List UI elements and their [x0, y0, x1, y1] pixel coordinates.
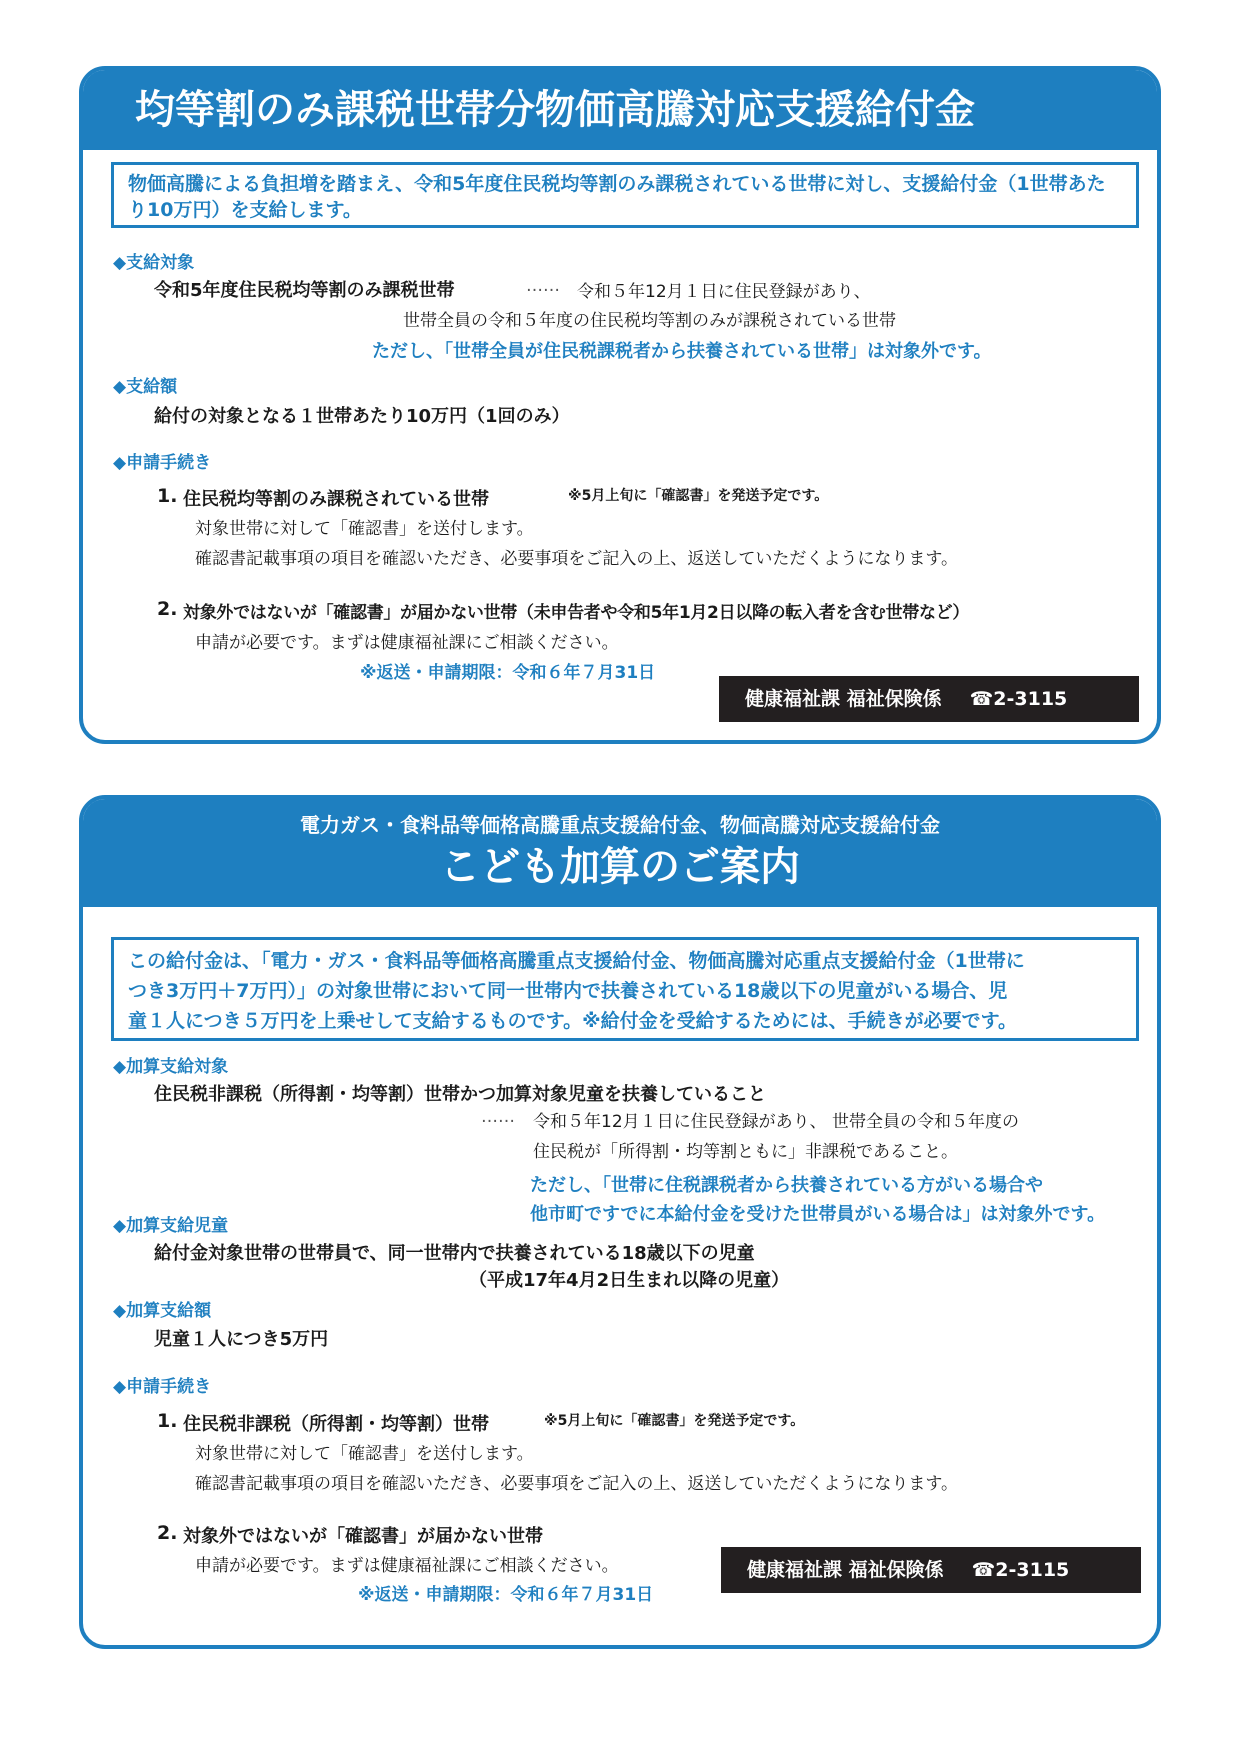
section2-deadline: ※返送・申請期限：令和６年７月31日	[358, 1585, 654, 1605]
section2-eligibility-exclusion-2: 他市町ですでに本給付金を受けた世帯員がいる場合は」は対象外です。	[530, 1204, 1106, 1225]
section1-item2-title: 対象外ではないが「確認書」が届かない世帯（未申告者や令和5年1月2日以降の転入者を含む世帯など）	[183, 603, 970, 623]
section1-eligibility-dots: ……	[526, 276, 560, 296]
section1-item1-line2: 確認書記載事項の項目を確認いただき、必要事項をご記入の上、返送していただくようになります。	[195, 549, 958, 569]
section1-item1-number: 1.	[157, 485, 178, 507]
section2-subtitle: 電力ガス・食料品等価格高騰重点支援給付金、物価高騰対応支援給付金	[300, 813, 940, 837]
section1-eligibility-name: 令和5年度住民税均等割のみ課税世帯	[154, 280, 455, 301]
section1-eligibility-exclusion: ただし、「世帯全員が住民税課税者から扶養されている世帯」は対象外です。	[372, 341, 992, 362]
section1-title: 均等割のみ課税世帯分物価高騰対応支援給付金	[135, 87, 975, 133]
section1-eligibility-heading: ◆支給対象	[113, 253, 195, 273]
section2-children-line2: （平成17年4月2日生まれ以降の児童）	[469, 1270, 790, 1291]
section1-procedure-heading: ◆申請手続き	[113, 453, 212, 473]
section1-intro-text: 物価高騰による負担増を踏まえ、令和5年度住民税均等割のみ課税されている世帯に対し、支援給付金（1世帯あたり10万円）を支給します。	[128, 173, 1106, 221]
section2-eligibility-name: 住民税非課税（所得割・均等割）世帯かつ加算対象児童を扶養していること	[154, 1084, 766, 1105]
section1-amount-text: 給付の対象となる１世帯あたり10万円（1回のみ）	[154, 406, 570, 427]
section1-amount-heading: ◆支給額	[113, 377, 178, 397]
section2-eligibility-detail-1: 令和５年12月１日に住民登録があり、 世帯全員の令和５年度の	[533, 1112, 1020, 1132]
section2-contact-tel: ☎2-3115	[971, 1559, 1070, 1581]
section2-contact-office: 健康福祉課 福祉保険係	[747, 1559, 944, 1581]
section2-intro-line2: つき3万円＋7万円）」の対象世帯において同一世帯内で扶養されている18歳以下の児童がいる場合、児	[128, 980, 1008, 1002]
section2-item2-line1: 申請が必要です。まずは健康福祉課にご相談ください。	[195, 1556, 619, 1576]
section1-contact-box	[719, 676, 1139, 722]
section2-eligibility-heading: ◆加算支給対象	[113, 1057, 229, 1077]
section2-amount-text: 児童１人につき5万円	[154, 1329, 329, 1350]
section2-header	[83, 799, 1157, 907]
section2-title: こども加算のご案内	[440, 844, 800, 890]
section1-eligibility-detail-2: 世帯全員の令和５年度の住民税均等割のみが課税されている世帯	[403, 311, 896, 331]
section1-item1-note: ※5月上旬に「確認書」を発送予定です。	[568, 488, 829, 504]
section2-intro-line3: 童１人につき５万円を上乗せして支給するものです。※給付金を受給するためには、手続きが必要です。	[128, 1010, 1018, 1032]
section2-contact-box	[721, 1547, 1141, 1593]
section2-children-heading: ◆加算支給児童	[113, 1216, 229, 1236]
section2-procedure-heading: ◆申請手続き	[113, 1377, 212, 1397]
section2-children-line1: 給付金対象世帯の世帯員で、同一世帯内で扶養されている18歳以下の児童	[154, 1243, 755, 1264]
section2-item1-line1: 対象世帯に対して「確認書」を送付します。	[195, 1444, 534, 1464]
section1-contact-office: 健康福祉課 福祉保険係	[745, 688, 942, 710]
section1-header	[83, 70, 1157, 150]
section2-amount-heading: ◆加算支給額	[113, 1301, 212, 1321]
section2-item1-number: 1.	[157, 1410, 178, 1432]
section1-contact-tel: ☎2-3115	[969, 688, 1068, 710]
section1-item1-title: 住民税均等割のみ課税されている世帯	[183, 489, 489, 510]
section2-intro-box	[111, 937, 1139, 1041]
section1-item2-line1: 申請が必要です。まずは健康福祉課にご相談ください。	[195, 633, 619, 653]
section2-item1-line2: 確認書記載事項の項目を確認いただき、必要事項をご記入の上、返送していただくようになります。	[195, 1474, 958, 1494]
section2-intro-line1: この給付金は、「電力・ガス・食料品等価格高騰重点支援給付金、物価高騰対応重点支援給付金（1世帯に	[128, 950, 1025, 972]
section2-panel	[79, 795, 1161, 1649]
section1-item1-line1: 対象世帯に対して「確認書」を送付します。	[195, 519, 534, 539]
section1-deadline: ※返送・申請期限：令和６年７月31日	[360, 663, 656, 683]
section2-eligibility-detail-2: 住民税が「所得割・均等割ともに」非課税であること。	[533, 1142, 958, 1162]
section2-item2-title: 対象外ではないが「確認書」が届かない世帯	[183, 1526, 543, 1547]
section2-eligibility-exclusion-1: ただし、「世帯に住税課税者から扶養されている方がいる場合や	[530, 1175, 1043, 1196]
section2-eligibility-dots: ……	[481, 1107, 515, 1127]
section2-item2-number: 2.	[157, 1522, 178, 1544]
section1-eligibility-detail-1: 令和５年12月１日に住民登録があり、	[577, 282, 871, 302]
section2-item1-title: 住民税非課税（所得割・均等割）世帯	[183, 1414, 489, 1435]
section1-item2-number: 2.	[157, 598, 178, 620]
section1-panel	[79, 66, 1161, 744]
section1-intro-box	[111, 162, 1139, 228]
section2-item1-note: ※5月上旬に「確認書」を発送予定です。	[544, 1413, 805, 1429]
